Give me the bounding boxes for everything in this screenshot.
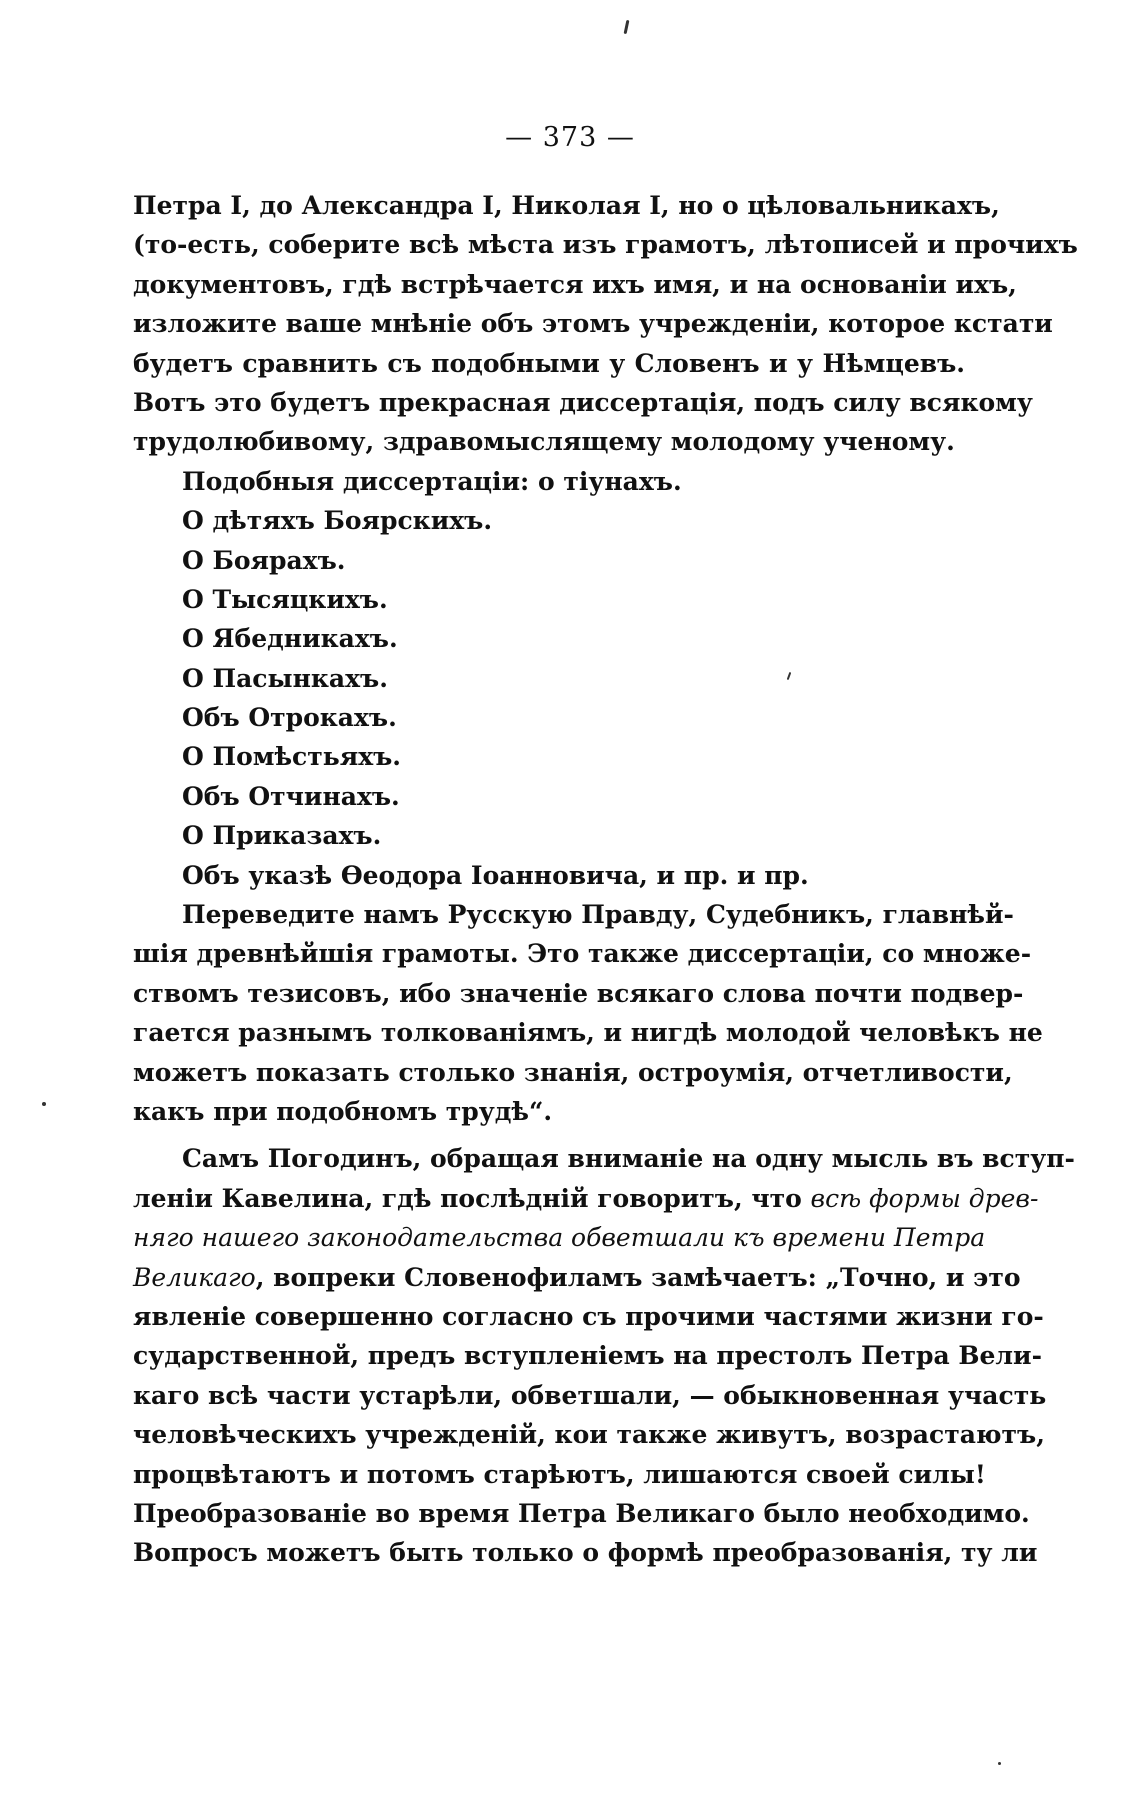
text-line: гается разнымъ толкованiямъ, и нигдѣ молодой человѣкъ не — [133, 1018, 1043, 1048]
text-line: шiя древнѣйшiя грамоты. Это также диссертацiи, со множе- — [133, 939, 1032, 969]
text-line: человѣческихъ учрежденiй, кои также живутъ, возрастаютъ, — [133, 1420, 1045, 1450]
text-segment: ленiи Кавелина, гдѣ послѣднiй говоритъ, что — [133, 1183, 811, 1213]
paragraph-1 — [133, 186, 1078, 462]
text-line: можетъ показать столько знанiя, остроумiя, отчетливости, — [133, 1057, 1013, 1087]
dissertation-topics-list — [133, 462, 965, 895]
text-line: явленiе совершенно согласно съ прочими частями жизни го- — [133, 1301, 1044, 1331]
list-item: О Приказахъ. — [182, 821, 382, 851]
list-item: Подобныя диссертацiи: о тiунахъ. — [182, 466, 682, 496]
text-line: Преобразованiе во время Петра Великаго было необходимо. — [133, 1498, 1030, 1528]
list-item: О Пасынкахъ. — [182, 663, 388, 693]
list-item: О Боярахъ. — [182, 545, 346, 575]
text-line: Петра I, до Александра I, Николая I, но о цѣловальникахъ, — [133, 191, 1000, 220]
list-item: О Тысяцкихъ. — [182, 584, 388, 614]
list-item: Объ указѣ Ѳеодора Iоанновича, и пр. и пр. — [182, 860, 809, 890]
list-item: Объ Отрокахъ. — [182, 703, 397, 733]
scan-speck — [998, 1762, 1001, 1765]
paragraph-3 — [133, 1139, 1075, 1572]
text-line: какъ при подобномъ трудѣ“. — [133, 1096, 553, 1126]
text-line: (то-есть, соберите всѣ мѣста изъ грамотъ, лѣтописей и прочихъ — [133, 230, 1078, 260]
text-line: ствомъ тезисовъ, ибо значенiе всякаго слова почти подвер- — [133, 978, 1024, 1008]
text-line: Вотъ это будетъ прекрасная диссертацiя, подъ силу всякому — [133, 387, 1033, 417]
text-line: процвѣтаютъ и потомъ старѣютъ, лишаются своей силы! — [133, 1459, 986, 1489]
italic-quote: всѣ формы древ- — [810, 1183, 1039, 1213]
list-item: О дѣтяхъ Боярскихъ. — [182, 506, 493, 536]
scan-speck — [42, 1102, 46, 1106]
italic-quote-line: няго нашего законодательства обветшали къ времени Петра — [133, 1223, 986, 1253]
text-segment: , вопреки Словенофиламъ замѣчаетъ: „Точно, и это — [255, 1262, 1021, 1292]
text-line — [133, 1179, 1039, 1218]
scan-speck — [624, 20, 630, 34]
list-item: Объ Отчинахъ. — [182, 781, 400, 811]
text-line: изложите ваше мнѣнiе объ этомъ учрежденiи, которое кстати — [133, 309, 1053, 339]
list-item: О Ябедникахъ. — [182, 624, 398, 654]
text-line: сударственной, предъ вступленiемъ на престолъ Петра Вели- — [133, 1341, 1042, 1371]
text-line: трудолюбивому, здравомыслящему молодому ученому. — [133, 427, 955, 457]
paragraph-gap — [133, 1131, 965, 1139]
text-line: Переведите намъ Русскую Правду, Судебникъ, главнѣй- — [182, 900, 1014, 930]
text-line: будетъ сравнить съ подобными у Словенъ и у Нѣмцевъ. — [133, 348, 965, 378]
text-line: Самъ Погодинъ, обращая вниманiе на одну мысль въ вступ- — [182, 1144, 1075, 1174]
body-text — [133, 186, 1078, 1573]
text-line: Вопросъ можетъ быть только о формѣ преобразованiя, ту ли — [133, 1538, 1038, 1568]
text-line — [133, 1258, 1021, 1297]
list-item: О Помѣстьяхъ. — [182, 742, 401, 772]
text-line: документовъ, гдѣ встрѣчается ихъ имя, и на основанiи ихъ, — [133, 269, 1017, 299]
text-line: каго всѣ части устарѣли, обветшали, — обыкновенная участь — [133, 1380, 1047, 1410]
page-number: — 373 — — [505, 122, 635, 153]
paragraph-2 — [133, 895, 1043, 1131]
italic-quote: Великаго — [133, 1262, 256, 1292]
